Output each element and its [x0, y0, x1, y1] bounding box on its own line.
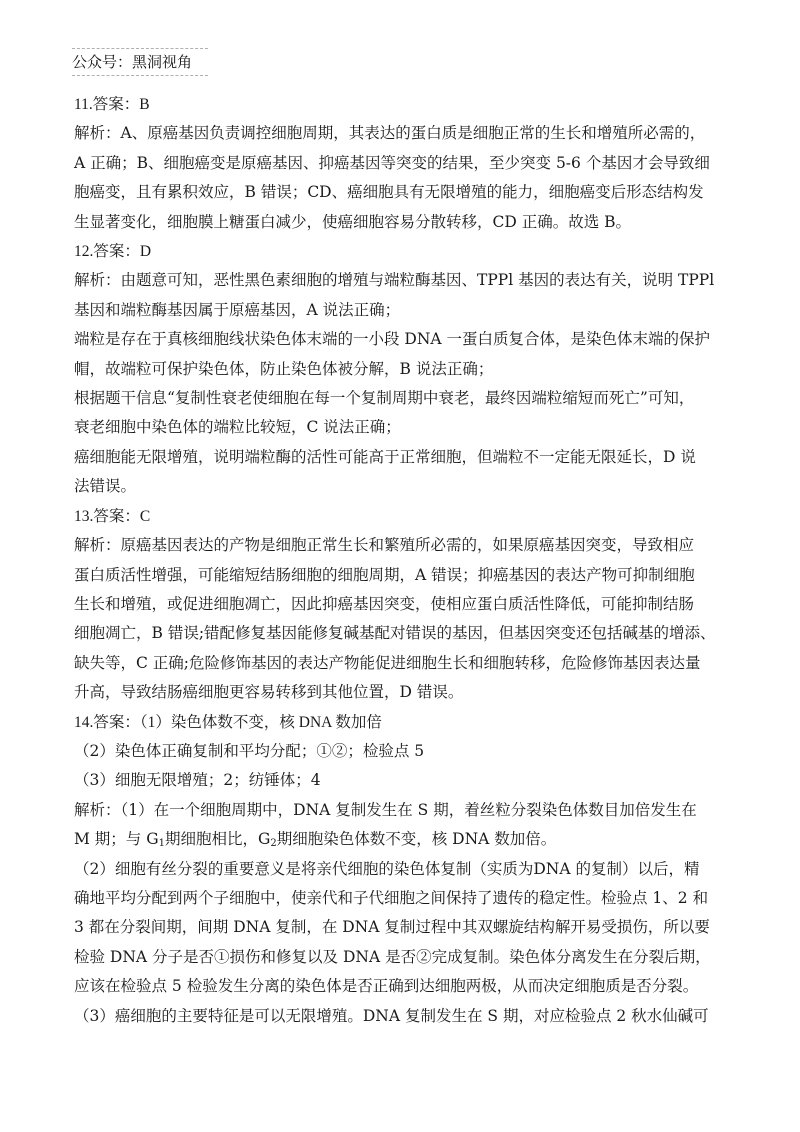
q13-line: 生长和增殖，或促进细胞凋亡，因此抑癌基因突变，使相应蛋白质活性降低，可能抑制结肠 — [74, 594, 695, 613]
watermark-tag: 公众号：黑洞视角 — [72, 48, 208, 76]
text-segment: M 期；与 G — [74, 830, 159, 849]
q11-line: 胞癌变，且有累积效应，B 错误；CD、癌细胞具有无限增殖的能力，细胞癌变后形态结构发 — [74, 183, 704, 202]
q11-line: A 正确；B、细胞癌变是原癌基因、抑癌基因等突变的结果，至少突变 5-6 个基因才会导致细 — [74, 153, 710, 172]
q13-line: 升高，导致结肠癌细胞更容易转移到其他位置，D 错误。 — [74, 683, 464, 702]
text-segment: 期细胞染色体数不变，核 DNA 数加倍。 — [276, 830, 557, 849]
q13-line: 缺失等，C 正确;危险修饰基因的表达产物能促进细胞生长和细胞转移，危险修饰基因表达量 — [74, 653, 701, 672]
q12-line: 癌细胞能无限增殖，说明端粒酶的活性可能高于正常细胞，但端粒不一定能无限延长，D 说 — [74, 447, 696, 466]
q13-line: 细胞凋亡，B 错误;错配修复基因能修复碱基配对错误的基因，但基因突变还包括碱基的增添、 — [74, 624, 716, 643]
g2-subscript: 2 — [270, 838, 277, 850]
document-body — [74, 90, 734, 1031]
q12-line: 解析：由题意可知，恶性黑色素细胞的增殖与端粒酶基因、TPPl 基因的表达有关，说明 TPPl — [74, 271, 715, 290]
q14-line: 检验 DNA 分子是否①损伤和修复以及 DNA 是否②完成复制。染色体分离发生在分裂后期， — [74, 947, 711, 966]
g1-subscript: 1 — [158, 838, 165, 850]
q14-line: 确地平均分配到两个子细胞中，使亲代和子代细胞之间保持了遗传的稳定性。检验点 1、2 和 — [74, 888, 709, 907]
q12-line: 基因和端粒酶基因属于原癌基因，A 说法正确； — [74, 300, 401, 319]
q12-line: 法错误。 — [74, 477, 137, 496]
q12-line: 根据题干信息“复制性衰老使细胞在每一个复制周期中衰老，最终因端粒缩短而死亡”可知， — [74, 389, 695, 408]
q11-line: 解析：A、原癌基因负责调控细胞周期，其表达的蛋白质是细胞正常的生长和增殖所必需的， — [74, 124, 706, 143]
q14-line: （3）癌细胞的主要特征是可以无限增殖。DNA 复制发生在 S 期，对应检验点 2 秋水仙碱可 — [74, 1006, 709, 1025]
q14-answer: 14.答案：（1）染色体数不变，核 DNA 数加倍 — [74, 713, 382, 731]
q13-answer: 13.答案：C — [74, 507, 151, 525]
q12-answer: 12.答案：D — [74, 243, 152, 261]
q12-line: 端粒是存在于真核细胞线状染色体末端的一小段 DNA 一蛋白质复合体，是染色体末端的保护 — [74, 330, 711, 349]
q12-line: 帽，故端粒可保护染色体，防止染色体被分解，B 说法正确； — [74, 359, 494, 378]
q11-line: 生显著变化，细胞膜上糖蛋白减少，使癌细胞容易分散转移，CD 正确。故选 B。 — [74, 212, 632, 231]
q14-explain-line: 解析：（1）在一个细胞周期中，DNA 复制发生在 S 期，着丝粒分裂染色体数目加倍发生在 — [74, 800, 697, 819]
q14-answer-part2: （2）染色体正确复制和平均分配；①②；检验点 5 — [74, 741, 425, 760]
q13-line: 蛋白质活性增强，可能缩短结肠细胞的细胞周期，A 错误；抑癌基因的表达产物可抑制细胞 — [74, 565, 695, 584]
q14-line: （2）细胞有丝分裂的重要意义是将亲代细胞的染色体复制（实质为DNA 的复制）以后，精 — [74, 859, 700, 878]
q14-line: 应该在检验点 5 检验发生分离的染色体是否正确到达细胞两极，从而决定细胞质是否分裂。 — [74, 977, 699, 996]
q14-line: 3 都在分裂间期，间期 DNA 复制，在 DNA 复制过程中其双螺旋结构解开易受损伤，所以要 — [74, 918, 710, 937]
q14-explain-line-g-phases — [74, 825, 734, 854]
text-segment: 期细胞相比，G — [164, 830, 271, 849]
q11-answer: 11.答案：B — [74, 96, 150, 113]
q13-line: 解析：原癌基因表达的产物是细胞正常生长和繁殖所必需的，如果原癌基因突变，导致相应 — [74, 536, 695, 555]
q14-answer-part3: （3）细胞无限增殖；2；纺锤体；4 — [74, 771, 321, 790]
q12-line: 衰老细胞中染色体的端粒比较短，C 说法正确； — [74, 418, 401, 437]
